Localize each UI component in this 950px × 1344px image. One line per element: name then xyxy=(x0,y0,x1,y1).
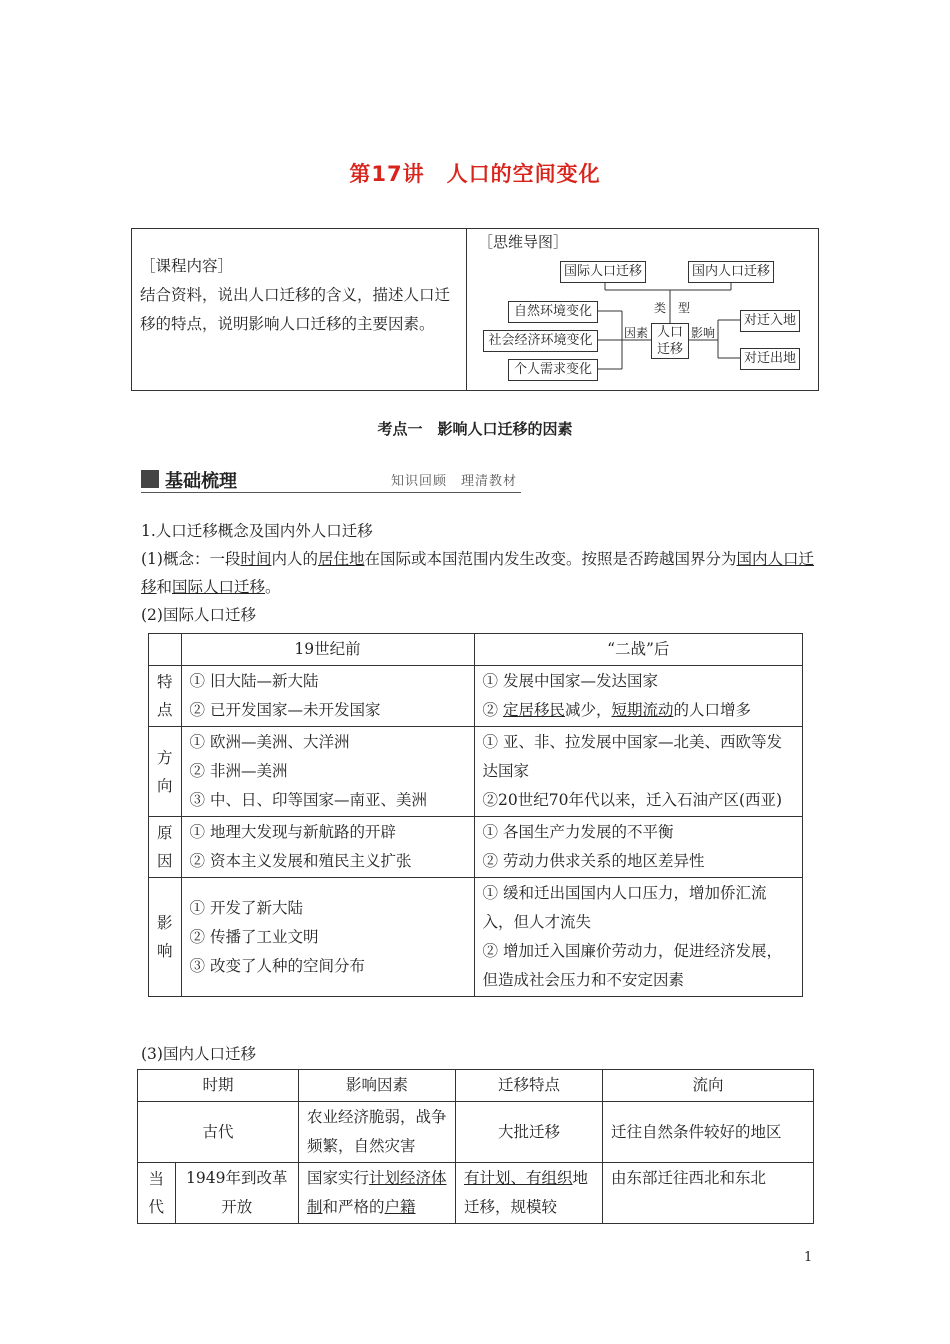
table-header: 时期 xyxy=(138,1070,299,1102)
page-number: 1 xyxy=(804,1250,813,1265)
table-cell: 农业经济脆弱，战争频繁，自然灾害 xyxy=(299,1102,456,1163)
domestic-migration-table xyxy=(137,1069,814,1224)
table-cell: 1949年到改革开放 xyxy=(175,1163,298,1224)
row-label: 特点 xyxy=(149,666,182,727)
mindmap-type-label: 类 型 xyxy=(654,301,691,315)
row-label: 方向 xyxy=(149,727,182,817)
table-header-row xyxy=(138,1070,814,1102)
table-header: 流向 xyxy=(603,1070,814,1102)
table-row xyxy=(149,878,803,997)
mindmap-center-node: 人口迁移 xyxy=(651,323,689,359)
mindmap-impact-label: 影响 xyxy=(691,326,716,340)
heading-2: (2)国际人口迁移 xyxy=(141,606,256,624)
table-cell: ① 地理大发现与新航路的开辟 ② 资本主义发展和殖民主义扩张 xyxy=(181,817,474,878)
page-title: 第17讲 人口的空间变化 xyxy=(349,162,601,186)
section-title: 考点一 影响人口迁移的因素 xyxy=(377,420,573,438)
table-header-row xyxy=(149,634,803,666)
table-cell: ① 缓和迁出国国内人口压力，增加侨汇流入，但人才流失 ② 增加迁入国廉价劳动力，促进经济发展，但造成社会压力和不安定因素 xyxy=(474,878,802,997)
table-row xyxy=(149,817,803,878)
band-divider xyxy=(141,492,521,493)
mindmap-factor-node: 自然环境变化 xyxy=(508,301,598,323)
mindmap-impact-node: 对迁出地 xyxy=(740,348,800,370)
heading-3: (3)国内人口迁移 xyxy=(141,1045,256,1063)
table-cell: 古代 xyxy=(138,1102,299,1163)
paragraph-concept: (1)概念：一段时间内人的居住地在国际或本国范围内发生改变。按照是否跨越国界分为国内人口迁移和国际人口迁移。 xyxy=(141,550,815,596)
mindmap-domestic-node: 国内人口迁移 xyxy=(688,261,774,283)
band-subtitle: 知识回顾 理清教材 xyxy=(391,474,518,489)
row-label: 原因 xyxy=(149,817,182,878)
table-cell: ① 欧洲—美洲、大洋洲 ② 非洲—美洲 ③ 中、日、印等国家—南亚、美洲 xyxy=(181,727,474,817)
heading-1: 1.人口迁移概念及国内外人口迁移 xyxy=(141,522,373,540)
table-cell: 由东部迁往西北和东北 xyxy=(603,1163,814,1224)
table-cell: ① 各国生产力发展的不平衡 ② 劳动力供求关系的地区差异性 xyxy=(474,817,802,878)
table-header: 影响因素 xyxy=(299,1070,456,1102)
intl-migration-table xyxy=(148,633,803,997)
content-block xyxy=(141,517,821,629)
table-cell: ① 亚、非、拉发展中国家—北美、西欧等发达国家 ②20世纪70年代以来，迁入石油产区(西亚) xyxy=(474,727,802,817)
course-text: 结合资料，说出人口迁移的含义，描述人口迁移的特点，说明影响人口迁移的主要因素。 xyxy=(140,286,451,333)
table-header: 19世纪前 xyxy=(181,634,474,666)
table-cell: 迁往自然条件较好的地区 xyxy=(603,1102,814,1163)
table-cell: 当代 xyxy=(138,1163,176,1224)
table-row xyxy=(149,666,803,727)
table-cell: ① 开发了新大陆 ② 传播了工业文明 ③ 改变了人种的空间分布 xyxy=(181,878,474,997)
band-marker-icon xyxy=(141,470,159,488)
table-cell: 有计划、有组织地迁移，规模较 xyxy=(456,1163,603,1224)
mindmap-intl-node: 国际人口迁移 xyxy=(560,261,646,283)
row-label: 影响 xyxy=(149,878,182,997)
band-title: 基础梳理 xyxy=(165,471,237,492)
mindmap-factor-label: 因素 xyxy=(624,326,649,340)
table-header: “二战”后 xyxy=(474,634,802,666)
table-cell: ① 旧大陆—新大陆 ② 已开发国家—未开发国家 xyxy=(181,666,474,727)
table-header: 迁移特点 xyxy=(456,1070,603,1102)
mindmap-impact-node: 对迁入地 xyxy=(740,310,800,332)
mindmap-factor-node: 个人需求变化 xyxy=(508,359,598,381)
mindmap-lines xyxy=(0,0,950,400)
mindmap-factor-node: 社会经济环境变化 xyxy=(483,330,598,352)
table-cell: 国家实行计划经济体制和严格的户籍 xyxy=(299,1163,456,1224)
table-row xyxy=(149,727,803,817)
table-row xyxy=(138,1102,814,1163)
table-row xyxy=(138,1163,814,1224)
mindmap-label: ［思维导图］ xyxy=(478,233,569,251)
course-label: ［课程内容］ xyxy=(140,257,234,275)
table-cell: ① 发展中国家—发达国家 ② 定居移民减少，短期流动的人口增多 xyxy=(474,666,802,727)
table-cell: 大批迁移 xyxy=(456,1102,603,1163)
